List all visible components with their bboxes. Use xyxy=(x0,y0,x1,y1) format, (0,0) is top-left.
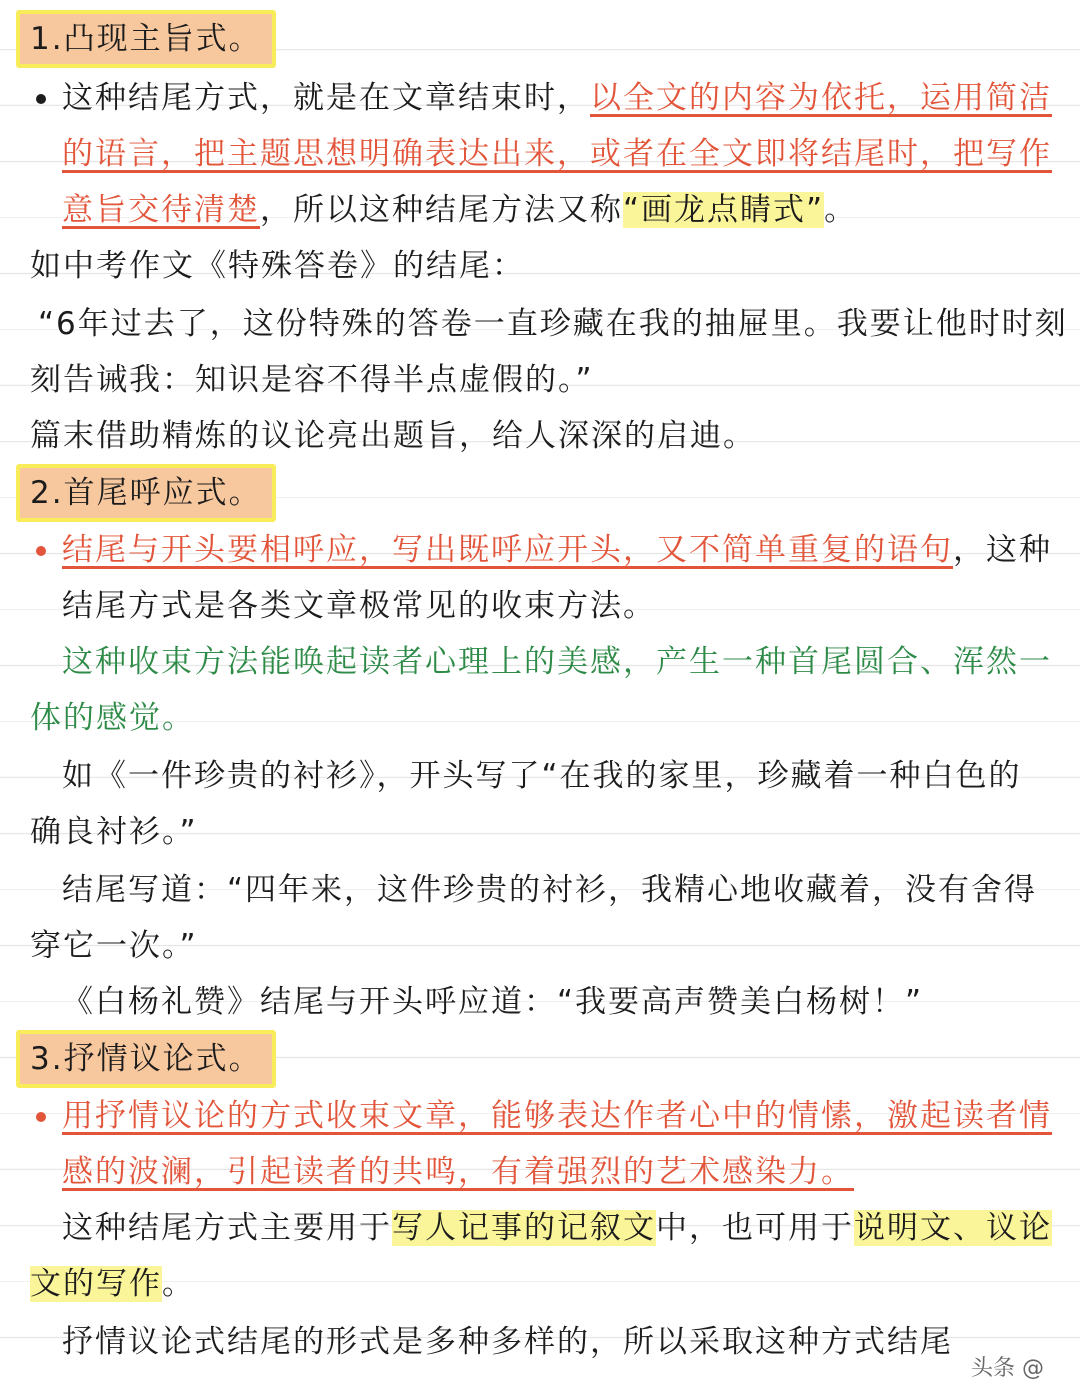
s3-highlight-c: 文的写作 xyxy=(30,1266,162,1302)
s2-bullet-line1 xyxy=(0,522,1080,578)
bullet-dot-icon xyxy=(36,546,46,556)
s1-text-b: ，所以这种结尾方法又称 xyxy=(260,192,623,228)
s2-example-line3 xyxy=(0,862,1080,918)
s1-bullet-line1 xyxy=(0,70,1080,126)
s3-bullet-line2 xyxy=(0,1144,1080,1200)
s1-red-a: 以全文的内容为依托，运用简洁 xyxy=(590,80,1052,116)
s1-quote1-text: “6年过去了，这份特殊的答卷一直珍藏在我的抽屉里。我要让他时时刻 xyxy=(38,306,1068,342)
section1-heading: 1.凸现主旨式。 xyxy=(16,10,276,68)
s3-text-b: 中，也可用于 xyxy=(656,1210,854,1246)
s1-text-a: 这种结尾方式，就是在文章结束时， xyxy=(62,80,590,116)
s3-last-line xyxy=(0,1314,1080,1370)
s3-text-a: 这种结尾方式主要用于 xyxy=(62,1210,392,1246)
s1-highlight: “画龙点睛式” xyxy=(623,192,825,228)
s3-highlight-a: 写人记事的记叙文 xyxy=(392,1210,656,1246)
s2-text-a: ，这种 xyxy=(953,532,1052,568)
s3-red-a: 用抒情议论的方式收束文章，能够表达作者心中的情愫，激起读者情 xyxy=(62,1098,1052,1134)
s2-example-line2 xyxy=(0,804,1080,860)
s2-example-line4 xyxy=(0,918,1080,974)
bullet-dot-icon xyxy=(36,94,46,104)
s2-green-line1 xyxy=(0,634,1080,690)
s3-para-line2 xyxy=(0,1256,1080,1312)
s1-text-c: 。 xyxy=(824,192,858,228)
section3-heading: 3.抒情议论式。 xyxy=(16,1030,276,1088)
s1-summary-text: 篇末借助精炼的议论亮出题旨，给人深深的启迪。 xyxy=(30,418,756,454)
s2-green-text2: 体的感觉。 xyxy=(30,700,195,736)
s3-last-text: 抒情议论式结尾的形式是多种多样的，所以采取这种方式结尾 xyxy=(62,1324,953,1360)
s2-bullet-line2 xyxy=(0,578,1080,634)
s2-green-line2 xyxy=(0,690,1080,746)
s2-example-line5 xyxy=(0,974,1080,1030)
s3-bullet-line1 xyxy=(0,1088,1080,1144)
bullet-dot-icon xyxy=(36,1112,46,1122)
s2-example5-text: 《白杨礼赞》结尾与开头呼应道：“我要高声赞美白杨树！” xyxy=(62,984,924,1020)
s2-example1-text: 如《一件珍贵的衬衫》，开头写了“在我的家里，珍藏着一种白色的 xyxy=(62,758,1022,794)
watermark: 头条 @ xyxy=(963,1349,1052,1384)
s1-example-intro-text: 如中考作文《特殊答卷》的结尾： xyxy=(30,248,525,284)
s1-quote-line1 xyxy=(0,296,1080,352)
s3-red-b: 感的波澜，引起读者的共鸣，有着强烈的艺术感染力。 xyxy=(62,1154,854,1190)
s1-red-b: 的语言，把主题思想明确表达出来，或者在全文即将结尾时，把写作 xyxy=(62,136,1052,172)
s1-bullet-line2 xyxy=(0,126,1080,182)
s1-example-intro xyxy=(0,238,1080,294)
s1-quote2-text: 刻告诫我：知识是容不得半点虚假的。” xyxy=(30,362,594,398)
s2-text-b: 结尾方式是各类文章极常见的收束方法。 xyxy=(62,588,656,624)
s2-example4-text: 穿它一次。” xyxy=(30,928,198,964)
s2-green-text1: 这种收束方法能唤起读者心理上的美感，产生一种首尾圆合、浑然一 xyxy=(62,644,1052,680)
s3-text-c: 。 xyxy=(162,1266,195,1302)
s2-example2-text: 确良衬衫。” xyxy=(30,814,198,850)
s1-red-c: 意旨交待清楚 xyxy=(62,192,260,228)
s1-summary xyxy=(0,408,1080,464)
s3-highlight-b: 说明文、议论 xyxy=(854,1210,1052,1246)
s2-example-line1 xyxy=(0,748,1080,804)
s3-para-line1 xyxy=(0,1200,1080,1256)
s2-red-a: 结尾与开头要相呼应，写出既呼应开头，又不简单重复的语句 xyxy=(62,532,953,568)
s2-example3-text: 结尾写道：“四年来，这件珍贵的衬衫，我精心地收藏着，没有舍得 xyxy=(62,872,1038,908)
s1-quote-line2 xyxy=(0,352,1080,408)
section2-heading: 2.首尾呼应式。 xyxy=(16,464,276,522)
s1-bullet-line3 xyxy=(0,182,1080,238)
